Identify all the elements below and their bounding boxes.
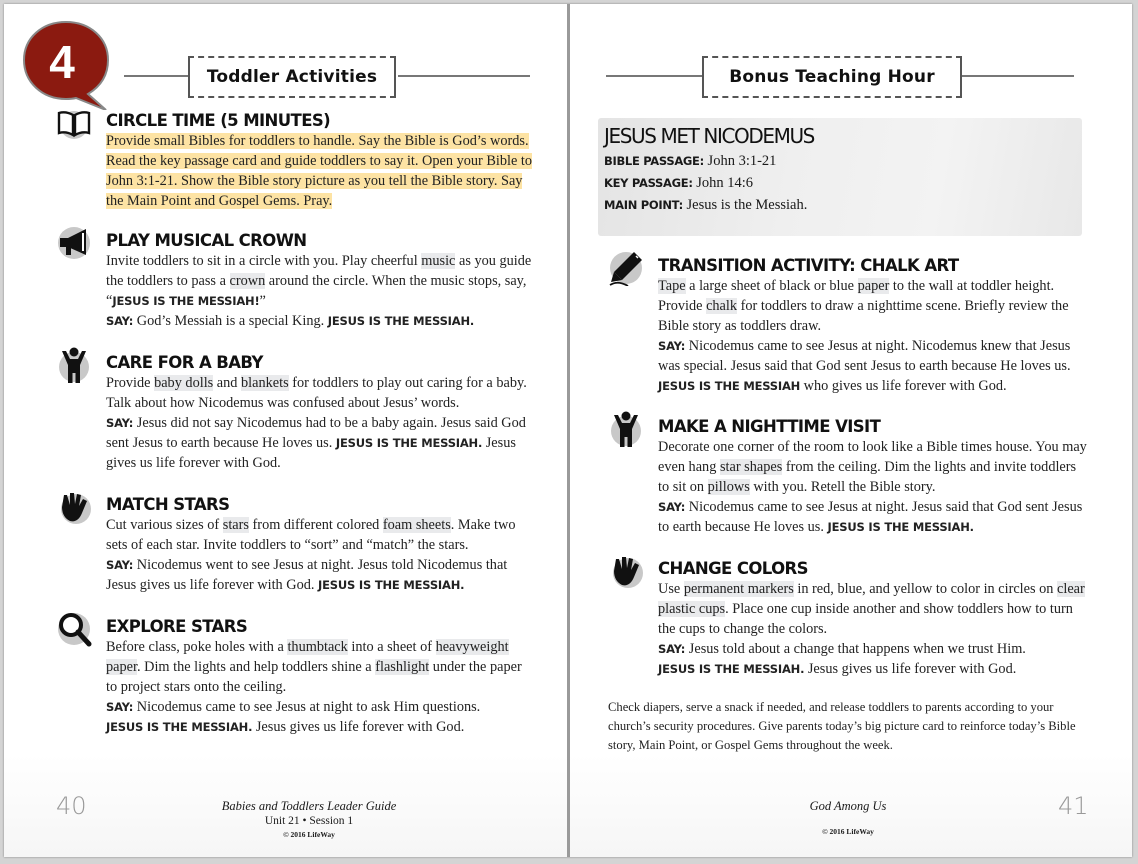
- body-text: from different colored: [248, 517, 383, 533]
- activity-chalk-art: [658, 256, 1088, 396]
- badge-number: 4: [49, 36, 75, 88]
- section-title: Bonus Teaching Hour: [702, 56, 962, 98]
- activity-body: [106, 251, 536, 331]
- step-badge: [18, 18, 114, 110]
- activity-title: PLAY MUSICAL CROWN: [106, 231, 307, 250]
- supply-keyword: Tape: [658, 278, 686, 294]
- body-text: Cut various sizes of: [106, 517, 223, 533]
- main-point-callout: JESUS IS THE MESSIAH.: [318, 578, 465, 592]
- body-text: Use: [658, 581, 684, 597]
- hand-icon: [56, 489, 92, 525]
- activity-title: MATCH STARS: [106, 495, 230, 514]
- footer-title: Babies and Toddlers Leader Guide: [221, 799, 397, 813]
- body-text: Jesus told about a change that happens when we trust Him.: [685, 641, 1026, 657]
- supply-keyword: paper: [857, 278, 890, 294]
- supply-keyword: pillows: [707, 479, 750, 495]
- body-text: . Place one cup inside another and show toddlers how to turn the cups to change the colors.: [658, 601, 1073, 637]
- activity-change-colors: [658, 559, 1088, 679]
- activity-nighttime-visit: [658, 417, 1088, 537]
- header-rule-right: [962, 75, 1074, 77]
- activity-body: [658, 437, 1088, 537]
- activity-title: EXPLORE STARS: [106, 617, 248, 636]
- activity-body: [106, 131, 536, 211]
- session-title: JESUS MET NICODEMUS: [604, 124, 814, 148]
- body-text: Nicodemus came to see Jesus at night to ask Him questions.: [133, 699, 481, 715]
- body-text: Jesus did not say Nicodemus had to be a baby again. Jesus said God sent Jesus to earth because He loves us.: [106, 415, 526, 451]
- body-text: and: [213, 375, 242, 391]
- supply-keyword: chalk: [706, 298, 738, 314]
- supply-keyword: Bibles: [188, 133, 226, 149]
- magnifier-icon: [56, 611, 92, 647]
- supply-keyword: baby dolls: [154, 375, 214, 391]
- activity-play-musical-crown: [106, 231, 536, 331]
- body-text: around the circle. When the music stops, say, “: [106, 273, 527, 309]
- supply-keyword: star shapes: [719, 459, 783, 475]
- say-label: SAY:: [106, 558, 134, 572]
- footer-left: [159, 798, 459, 841]
- body-text: Jesus gives us life forever with God.: [804, 661, 1017, 677]
- supply-keyword: Bible story picture: [238, 173, 345, 189]
- say-label: SAY:: [658, 642, 686, 656]
- say-label: SAY:: [106, 700, 134, 714]
- body-text: to the wall at toddler height. Provide: [658, 278, 1055, 314]
- body-text: for toddlers to play out caring for a baby. Talk about how Nicodemus was confused about Jesus’ words.: [106, 375, 527, 411]
- bible-passage-value: John 3:1-21: [703, 153, 777, 169]
- activity-body: [106, 637, 536, 737]
- body-text: under the paper to project stars onto the ceiling.: [106, 659, 522, 695]
- section-header-bonus-teaching-hour: [606, 52, 1076, 102]
- body-text: with you. Retell the Bible story.: [749, 479, 936, 495]
- footer-subtitle: Unit 21 • Session 1: [264, 815, 354, 827]
- body-text: for toddlers to handle. Say the Bible is God’s words. Read the: [106, 133, 529, 169]
- activity-match-stars: [106, 495, 536, 595]
- body-text: Invite toddlers to sit in a circle with you. Play cheerful: [106, 253, 422, 269]
- activity-title: CIRCLE TIME (5 MINUTES): [106, 111, 331, 130]
- body-text: Decorate one corner of the room to look like a Bible times house. You may even hang: [658, 439, 1087, 475]
- header-rule-left: [606, 75, 702, 77]
- marker-icon: [608, 250, 644, 286]
- main-point-callout: JESUS IS THE MESSIAH.: [658, 662, 805, 676]
- supply-keyword: key passage card: [160, 153, 257, 169]
- say-label: SAY:: [106, 416, 134, 430]
- supply-keyword: thumbtack: [287, 639, 348, 655]
- bible-passage-label: BIBLE PASSAGE:: [604, 154, 704, 168]
- activity-body: [106, 373, 536, 473]
- main-point-label: MAIN POINT:: [604, 198, 683, 212]
- toddler-icon: [608, 411, 644, 447]
- activity-title: CARE FOR A BABY: [106, 353, 263, 372]
- main-point-callout: JESUS IS THE MESSIAH: [658, 379, 801, 393]
- key-passage-label: KEY PASSAGE:: [604, 176, 693, 190]
- main-point-row: [604, 194, 1076, 216]
- body-text: as you guide the toddlers to pass a: [106, 253, 532, 289]
- body-text: who gives us life forever with God.: [800, 378, 1007, 394]
- footer-copyright: © 2016 LifeWay: [822, 827, 874, 836]
- key-passage-value: John 14:6: [692, 175, 754, 191]
- activity-explore-stars: [106, 617, 536, 737]
- main-point-callout: JESUS IS THE MESSIAH.: [827, 520, 974, 534]
- activity-body: [658, 276, 1088, 396]
- say-label: SAY:: [106, 314, 134, 328]
- body-text: into a sheet of: [347, 639, 436, 655]
- body-text: Provide: [106, 375, 155, 391]
- session-info-box: [598, 118, 1082, 236]
- supply-keyword: flashlight: [375, 659, 430, 675]
- open-book-icon: [56, 105, 92, 141]
- body-text: Jesus gives us life forever with God.: [252, 719, 465, 735]
- say-label: SAY:: [658, 500, 686, 514]
- supply-keyword: blankets: [241, 375, 289, 391]
- body-text: ”: [259, 293, 266, 309]
- bible-passage-row: [604, 150, 1076, 172]
- key-passage-row: [604, 172, 1076, 194]
- supply-keyword: stars: [222, 517, 249, 533]
- body-text: and guide toddlers to say it. Open your Bible to John 3:1-21. Show the: [106, 153, 533, 189]
- header-rule-right: [398, 75, 530, 77]
- activity-circle-time: [106, 111, 536, 211]
- body-text: God’s Messiah is a special King.: [133, 313, 328, 329]
- main-point-value: Jesus is the Messiah.: [682, 197, 808, 213]
- body-text: Nicodemus came to see Jesus at night. Jesus said that God sent Jesus to earth because He loves us.: [658, 499, 1083, 535]
- body-text: Nicodemus went to see Jesus at night. Jesus told Nicodemus that Jesus gives us life forever with God.: [106, 557, 508, 593]
- supply-keyword: music: [421, 253, 456, 269]
- footer-title: God Among Us: [809, 799, 887, 813]
- body-text: as you tell the Bible story. Say the Main Point and Gospel Gems. Pray.: [106, 173, 523, 209]
- activity-title: CHANGE COLORS: [658, 559, 808, 578]
- body-text: Jesus gives us life forever with God.: [106, 435, 516, 471]
- activity-title: TRANSITION ACTIVITY: CHALK ART: [658, 256, 959, 275]
- page-right: [570, 4, 1132, 857]
- body-text: in red, blue, and yellow to color in circles on: [793, 581, 1058, 597]
- supply-keyword: heavyweight paper: [106, 639, 509, 675]
- hand-icon: [608, 553, 644, 589]
- supply-keyword: foam sheets: [382, 517, 451, 533]
- body-text: Nicodemus came to see Jesus at night. Nicodemus knew that Jesus was special. Jesus said that God sent Jesus to earth because He loves us.: [658, 338, 1071, 374]
- footer-right: [698, 798, 998, 838]
- toddler-icon: [56, 347, 92, 383]
- body-text: Provide small: [106, 133, 189, 149]
- page-number-left: 40: [56, 792, 87, 820]
- activity-care-for-a-baby: [106, 353, 536, 473]
- footer-copyright: © 2016 LifeWay: [283, 830, 335, 839]
- activity-title: MAKE A NIGHTTIME VISIT: [658, 417, 881, 436]
- body-text: for toddlers to draw a nighttime scene. Briefly review the Bible story as toddlers draw.: [658, 298, 1069, 334]
- main-point-callout: JESUS IS THE MESSIAH!: [112, 294, 260, 308]
- book-spread: [4, 4, 1132, 857]
- supply-keyword: permanent markers: [683, 581, 794, 597]
- body-text: from the ceiling. Dim the lights and invite toddlers to sit on: [658, 459, 1077, 495]
- body-text: Before class, poke holes with a: [106, 639, 288, 655]
- main-point-callout: JESUS IS THE MESSIAH.: [327, 314, 475, 328]
- main-point-callout: JESUS IS THE MESSIAH.: [106, 720, 253, 734]
- page-left: [4, 4, 567, 857]
- body-text: a large sheet of black or blue: [685, 278, 858, 294]
- body-text: . Dim the lights and help toddlers shine a: [136, 659, 376, 675]
- body-text: . Make two sets of each star. Invite toddlers to “sort” and “match” the stars.: [106, 517, 516, 553]
- section-header-toddler-activities: [64, 52, 534, 102]
- main-point-callout: JESUS IS THE MESSIAH.: [335, 436, 483, 450]
- supply-keyword: clear plastic cups: [658, 581, 1085, 617]
- section-title: Toddler Activities: [188, 56, 396, 98]
- supply-keyword: crown: [229, 273, 266, 289]
- megaphone-icon: [56, 225, 92, 261]
- page-number-right: 41: [1058, 792, 1089, 820]
- activity-body: [106, 515, 536, 595]
- closing-instructions: Check diapers, serve a snack if needed, and release toddlers to parents according to your church’s security procedures. Give parents today’s big picture card to reinforce today’s Bible story, Main Point, or Gospel Gems throughout the week.: [608, 700, 1076, 752]
- activity-body: [658, 579, 1088, 679]
- say-label: SAY:: [658, 339, 686, 353]
